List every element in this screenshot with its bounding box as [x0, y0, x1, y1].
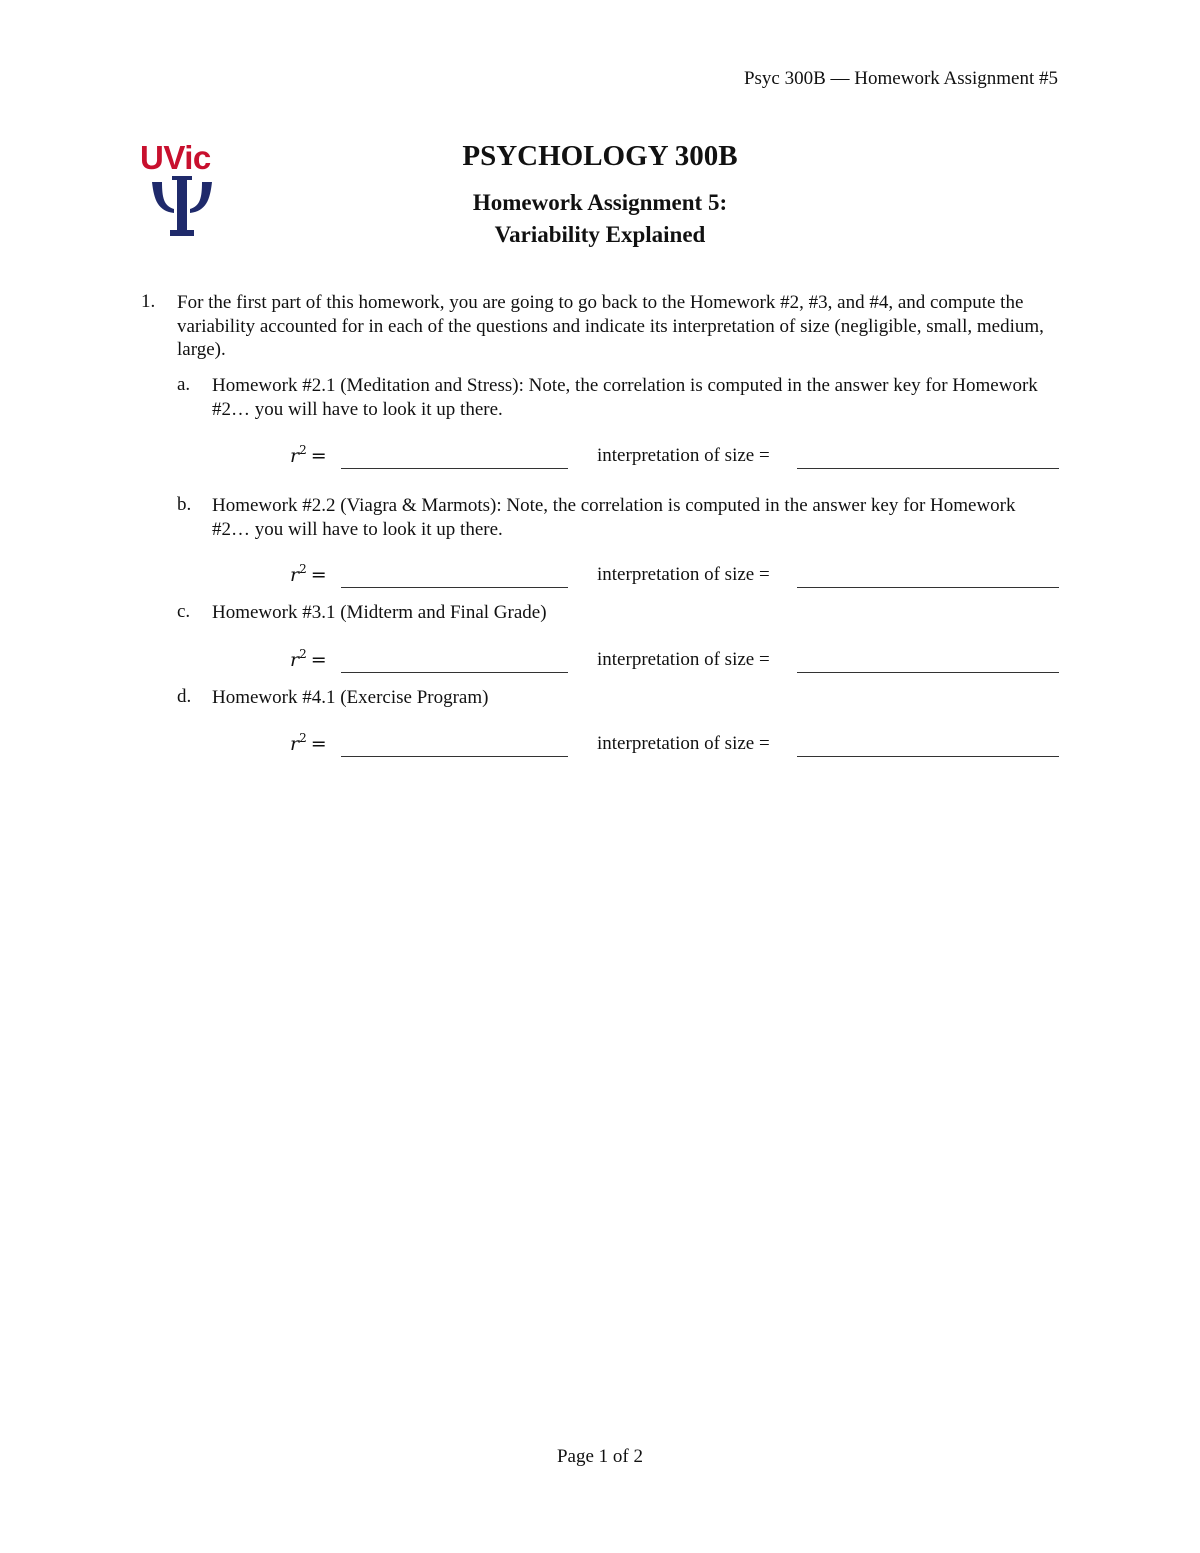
running-header: Psyc 300B — Homework Assignment #5 — [743, 68, 1058, 89]
answer-row-c — [0, 647, 1200, 677]
interpretation-blank-b[interactable] — [797, 587, 1059, 588]
subquestion-d-text: Homework #4.1 (Exercise Program) — [212, 687, 489, 708]
page-number: Page 1 of 2 — [556, 1446, 643, 1467]
subquestion-d-letter: d. — [177, 686, 192, 707]
r-squared-blank-d[interactable] — [341, 756, 568, 757]
subquestion-c-letter: c. — [177, 601, 191, 622]
question-number: 1. — [141, 291, 156, 312]
interpretation-label: interpretation of size = — [597, 649, 770, 670]
r-squared-blank-a[interactable] — [341, 468, 568, 469]
r-squared-label: $r^2$ = — [290, 443, 327, 467]
page-title: PSYCHOLOGY 300B — [462, 140, 738, 172]
subquestion-b-letter: b. — [177, 494, 192, 515]
interpretation-blank-c[interactable] — [797, 672, 1059, 673]
subquestion-c-text: Homework #3.1 (Midterm and Final Grade) — [212, 602, 547, 623]
answer-row-d — [0, 731, 1200, 761]
r-squared-label: $r^2$ = — [290, 647, 327, 671]
r-squared-label: $r^2$ = — [290, 562, 327, 586]
interpretation-label: interpretation of size = — [597, 445, 770, 466]
answer-row-a — [0, 443, 1200, 473]
r-squared-blank-c[interactable] — [341, 672, 568, 673]
interpretation-label: interpretation of size = — [597, 733, 770, 754]
subquestion-a-letter: a. — [177, 374, 191, 395]
assignment-subtitle: Homework Assignment 5: — [472, 190, 728, 215]
r-squared-label: $r^2$ = — [290, 731, 327, 755]
assignment-topic: Variability Explained — [494, 222, 706, 247]
subquestion-b-text: Homework #2.2 (Viagra & Marmots): Note, the correlation is computed in the answer key for Homework #2… you will have to look it up there. — [212, 495, 1016, 540]
interpretation-blank-a[interactable] — [797, 468, 1059, 469]
interpretation-label: interpretation of size = — [597, 564, 770, 585]
subquestion-a-text: Homework #2.1 (Meditation and Stress): Note, the correlation is computed in the answer key for Homework #2… you will have to look it up there. — [212, 375, 1038, 420]
interpretation-blank-d[interactable] — [797, 756, 1059, 757]
r-squared-blank-b[interactable] — [341, 587, 568, 588]
uvic-logo-text: UVic — [140, 139, 211, 176]
answer-row-b — [0, 562, 1200, 592]
question-text: For the first part of this homework, you are going to go back to the Homework #2, #3, and #4, and compute the variability accounted for in each of the questions and indicate its interpretation of size (negligible, small, medium, large). — [177, 292, 1044, 360]
